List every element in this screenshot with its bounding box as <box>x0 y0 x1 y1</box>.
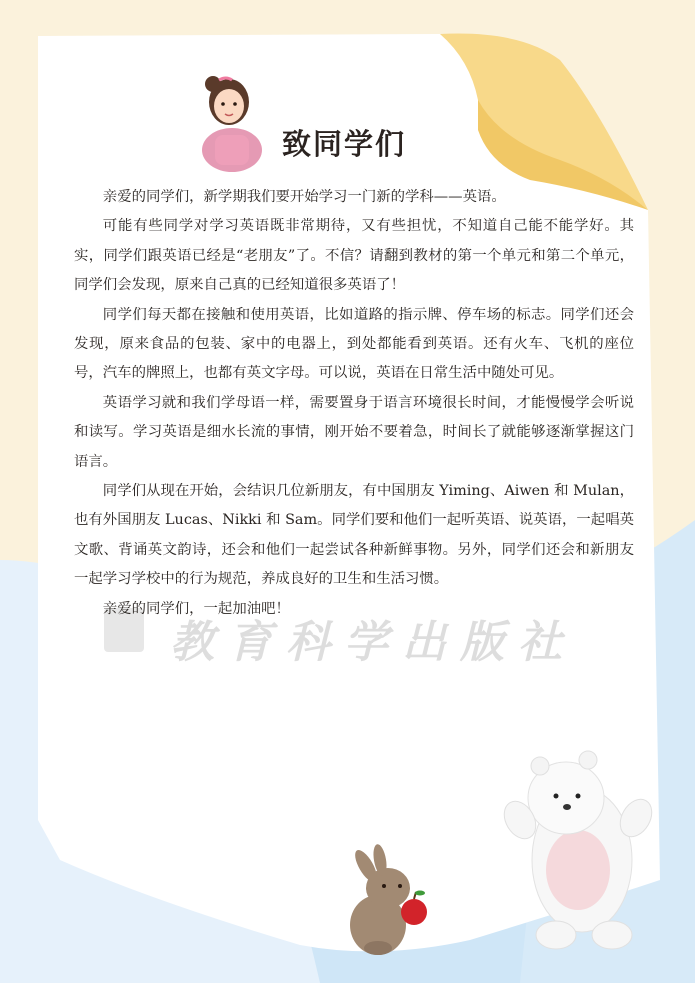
paragraph-5: 同学们从现在开始，会结识几位新朋友，有中国朋友 Yiming、Aiwen 和 Mulan，也有外国朋友 Lucas、Nikki 和 Sam。同学们要和他们一起听英语、说英语，一起唱英文歌、背诵英文韵诗，还会和他们一起尝试各种新鲜事物。另外，同学们还会和新朋友一起学习学校中的行为规范，养成良好的卫生和生活习惯。 <box>74 483 634 588</box>
paragraph-6: 亲爱的同学们，一起加油吧！ <box>102 600 290 617</box>
paragraph-4: 英语学习就和我们学母语一样，需要置身于语言环境很长时间，才能慢慢学会听说和读写。学习英语是细水长流的事情，刚开始不要着急，时间长了就能够逐渐掌握这门语言。 <box>74 394 634 470</box>
page-title: 致同学们 <box>282 127 407 161</box>
publisher-watermark: 教育科学出版社 <box>170 617 576 668</box>
paragraph-1: 亲爱的同学们，新学期我们要开始学习一门新的学科——英语。 <box>102 189 506 205</box>
letter-body <box>74 183 634 624</box>
paragraph-3: 同学们每天都在接触和使用英语，比如道路的指示牌、停车场的标志。同学们还会发现，原来食品的包装、家中的电器上，到处都能看到英语。还有火车、飞机的座位号，汽车的牌照上，也都有英文字母。可以说，英语在日常生活中随处可见。 <box>74 306 634 382</box>
paragraph-2: 可能有些同学对学习英语既非常期待，又有些担忧，不知道自己能不能学好。其实，同学们跟英语已经是“老朋友”了。不信？请翻到教材的第一个单元和第二个单元，同学们会发现，原来自己真的已经知道很多英语了！ <box>74 218 634 294</box>
